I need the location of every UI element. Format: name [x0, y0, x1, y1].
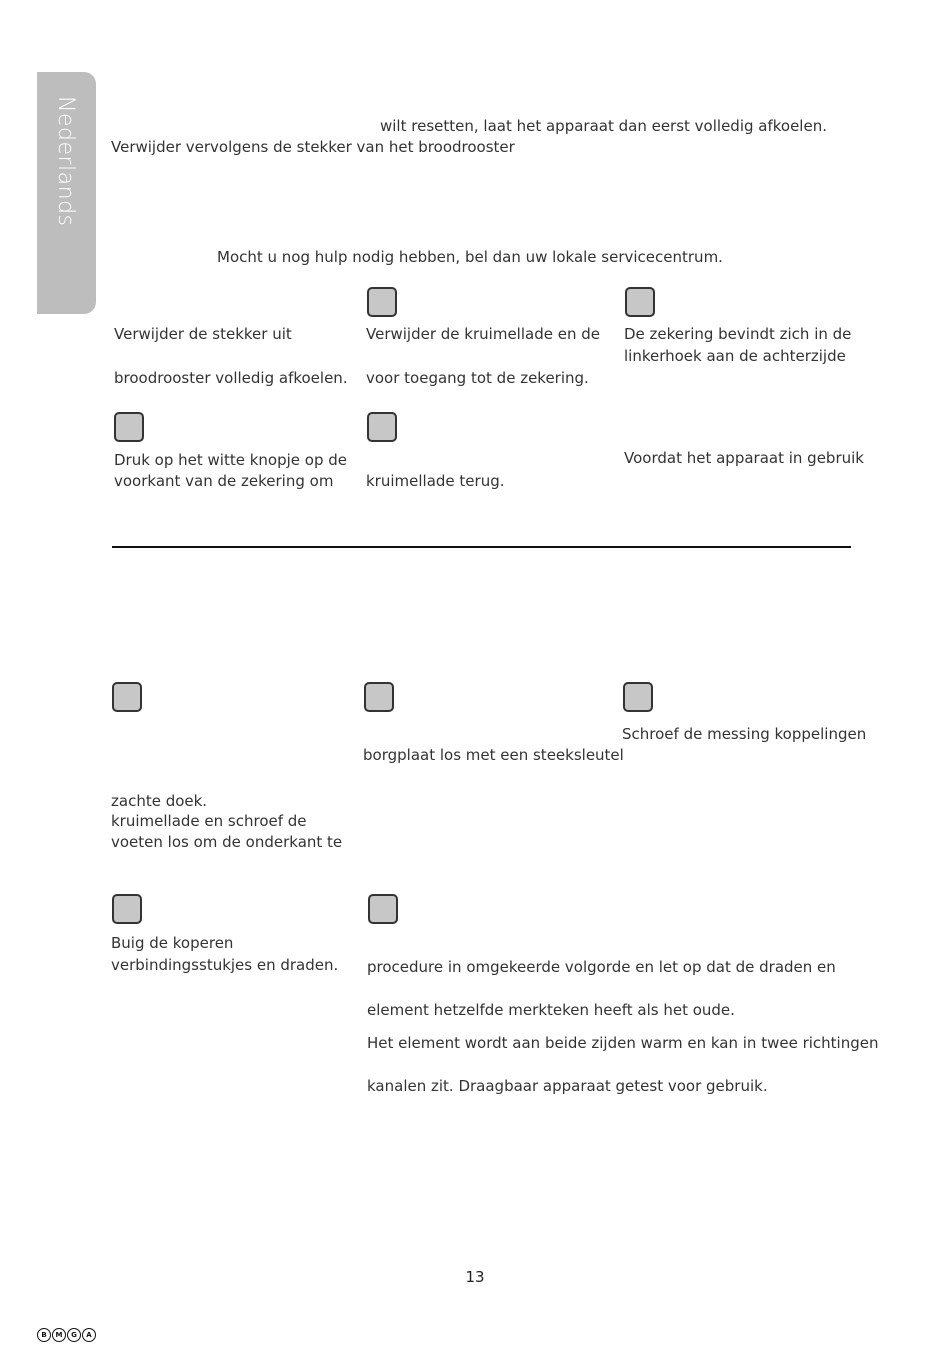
help-text: Mocht u nog hulp nodig hebben, bel dan uw lokale servicecentrum. — [217, 248, 723, 266]
step-2-number-box — [367, 287, 397, 317]
logo-letter: B — [37, 1328, 51, 1342]
step-2-text: Verwijder de kruimellade en de — [366, 325, 600, 343]
intro-line-2: Verwijder vervolgens de stekker van het broodrooster — [111, 138, 515, 156]
step-b4-text: verbindingsstukjes en draden. — [111, 956, 339, 974]
language-label: Nederlands — [53, 96, 78, 227]
step-b2-text: borgplaat los met een steeksleutel — [363, 746, 624, 764]
step-b2-number-box — [364, 682, 394, 712]
step-2-text: voor toegang tot de zekering. — [366, 369, 589, 387]
logo-letter: G — [67, 1328, 81, 1342]
step-b5-text: procedure in omgekeerde volgorde en let op dat de draden en — [367, 958, 836, 976]
step-5-text: kruimellade terug. — [366, 472, 505, 490]
logo-letter: M — [52, 1328, 66, 1342]
step-b5-text: element hetzelfde merkteken heeft als het oude. — [367, 1001, 735, 1019]
step-3-number-box — [625, 287, 655, 317]
step-b5-text: Het element wordt aan beide zijden warm en kan in twee richtingen — [367, 1034, 879, 1052]
step-b1-text: voeten los om de onderkant te — [111, 833, 343, 851]
section-divider — [112, 546, 851, 548]
step-b1-text: zachte doek. — [111, 792, 208, 810]
step-3-text: linkerhoek aan de achterzijde — [624, 347, 846, 365]
step-4-text: Druk op het witte knopje op de — [114, 451, 347, 469]
page-number: 13 — [465, 1268, 485, 1286]
step-1-text: broodrooster volledig afkoelen. — [114, 369, 348, 387]
step-3-text: De zekering bevindt zich in de — [624, 325, 852, 343]
step-6-text: Voordat het apparaat in gebruik — [624, 449, 864, 467]
step-b5-text: kanalen zit. Draagbaar apparaat getest voor gebruik. — [367, 1077, 768, 1095]
step-4-number-box — [114, 412, 144, 442]
step-b3-text: Schroef de messing koppelingen — [622, 725, 867, 743]
step-1-text: Verwijder de stekker uit — [114, 325, 292, 343]
step-b1-text: kruimellade en schroef de — [111, 812, 307, 830]
step-5-number-box — [367, 412, 397, 442]
brand-logo — [37, 1328, 96, 1342]
step-b4-number-box — [112, 894, 142, 924]
step-b1-number-box — [112, 682, 142, 712]
step-b4-text: Buig de koperen — [111, 934, 234, 952]
step-4-text: voorkant van de zekering om — [114, 472, 334, 490]
intro-line-1: wilt resetten, laat het apparaat dan eerst volledig afkoelen. — [380, 117, 827, 135]
step-b3-number-box — [623, 682, 653, 712]
step-b5-number-box — [368, 894, 398, 924]
logo-letter: A — [82, 1328, 96, 1342]
